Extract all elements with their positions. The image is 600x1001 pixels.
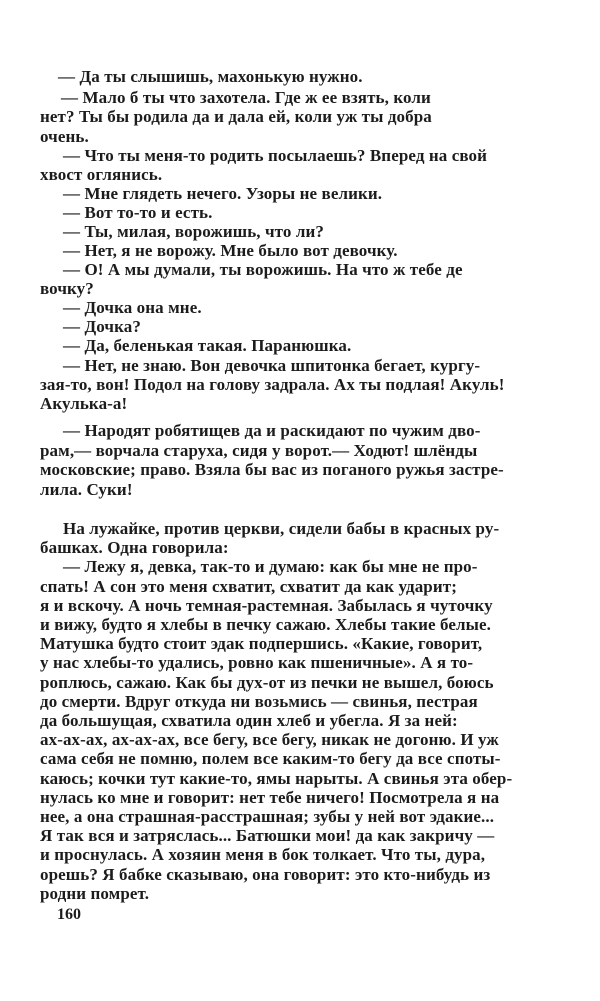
text-line: у нас хлебы-то удались, ровно как пшеничные». А я то- (40, 653, 474, 672)
text-line: — Да ты слышишь, махонькую нужно. (58, 67, 363, 86)
text-line: Матушка будто стоит эдак подпершись. «Какие, говорит, (40, 634, 483, 653)
text-line: — О! А мы думали, ты ворожишь. На что ж тебе де (63, 260, 463, 279)
text-line: нулась ко мне и говорит: нет тебе ничего! Посмотрела я на (40, 788, 500, 807)
text-line: я и вскочу. А ночь темная-растемная. Забылась я чуточку (40, 596, 493, 615)
text-line: — Дочка? (63, 317, 141, 336)
text-line: — Мало б ты что захотела. Где ж ее взять, коли (61, 88, 431, 107)
text-line: — Ты, милая, ворожишь, что ли? (63, 222, 324, 241)
text-line: и проснулась. А хозяин меня в бок толкает. Что ты, дура, (40, 845, 486, 864)
text-line: зая-то, вон! Подол на голову задрала. Ах ты подлая! Акуль! (40, 375, 505, 394)
text-line: На лужайке, против церкви, сидели бабы в красных ру- (63, 519, 500, 538)
text-line: очень. (40, 127, 89, 146)
text-line: лила. Суки! (40, 480, 133, 499)
text-line: Акулька-а! (40, 394, 128, 413)
text-line: до смерти. Вдруг откуда ни возьмись — свинья, пестрая (40, 692, 478, 711)
text-line: — Народят робятищев да и раскидают по чужим дво- (63, 421, 481, 440)
text-line: да большущая, схватила один хлеб и убегла. Я за ней: (40, 711, 458, 730)
text-line: ах-ах-ах, ах-ах-ах, все бегу, все бегу, никак не догоню. И уж (40, 730, 499, 749)
text-line: орешь? Я бабке сказываю, она говорит: это кто-нибудь из (40, 865, 491, 884)
text-line: хвост оглянись. (40, 165, 163, 184)
text-line: сама себя не помню, полем все каким-то бегу да все споты- (40, 749, 501, 768)
text-line: — Что ты меня-то родить посылаешь? Вперед на свой (63, 146, 488, 165)
text-line: — Лежу я, девка, так-то и думаю: как бы мне не про- (63, 557, 478, 576)
page-number: 160 (57, 906, 81, 923)
text-line: — Да, беленькая такая. Паранюшка. (63, 336, 352, 355)
text-line: спать! А сон это меня схватит, схватит да как ударит; (40, 577, 457, 596)
text-line: московские; право. Взяла бы вас из поганого ружья застре- (40, 460, 504, 479)
text-line: нее, а она страшная-расстрашная; зубы у ней вот эдакие... (40, 807, 495, 826)
text-line: — Дочка она мне. (63, 298, 202, 317)
text-line: рам,— ворчала старуха, сидя у ворот.— Ходют! шлёнды (40, 441, 478, 460)
text-line: вочку? (40, 279, 94, 298)
text-line: каюсь; кочки тут какие-то, ямы нарыты. А свинья эта обер- (40, 769, 513, 788)
text-line: — Нет, я не ворожу. Мне было вот девочку. (63, 241, 398, 260)
text-line: — Мне глядеть нечего. Узоры не велики. (63, 184, 383, 203)
text-line: — Нет, не знаю. Вон девочка шпитонка бегает, кургу- (63, 356, 481, 375)
text-line: — Вот то-то и есть. (63, 203, 213, 222)
text-line: роплюсь, сажаю. Как бы дух-от из печки не вышел, боюсь (40, 673, 494, 692)
text-line: Я так вся и затряслась... Батюшки мои! да как закричу — (40, 826, 495, 845)
text-line: родни помрет. (40, 884, 150, 903)
text-line: нет? Ты бы родила да и дала ей, коли уж ты добра (40, 107, 432, 126)
text-line: и вижу, будто я хлебы в печку сажаю. Хлебы такие белые. (40, 615, 492, 634)
text-line: башках. Одна говорила: (40, 538, 229, 557)
